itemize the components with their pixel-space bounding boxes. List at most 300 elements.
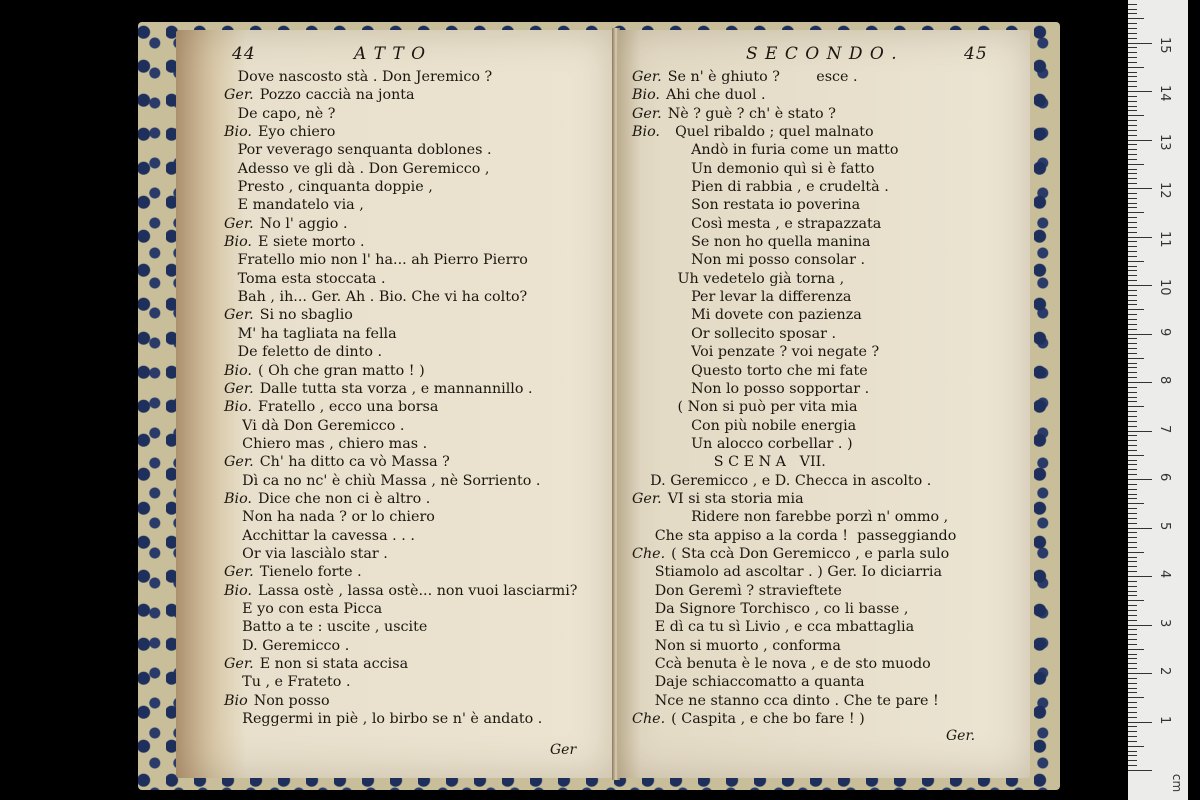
text-line [224, 215, 577, 233]
ruler-number: 3 [1157, 618, 1172, 627]
ruler-tick [1128, 120, 1137, 121]
ruler-tick [1128, 654, 1137, 655]
ruler-tick [1128, 542, 1137, 543]
line-text: Daje schiaccomatto a quanta [632, 674, 865, 691]
line-text: Uh vedetelo già torna , [632, 270, 845, 287]
text-line [632, 490, 956, 508]
line-text: Pozzo caccià na jonta [259, 87, 415, 104]
ruler-tick [1128, 159, 1137, 160]
ruler-tick [1128, 755, 1137, 756]
text-line [632, 453, 956, 471]
ruler-tick [1128, 595, 1137, 596]
text-line [632, 215, 956, 233]
ruler-tick [1128, 144, 1137, 145]
ruler-tick [1128, 348, 1137, 349]
ruler-number: 12 [1157, 182, 1172, 199]
text-line [632, 196, 956, 214]
ruler-number: 6 [1157, 473, 1172, 482]
ruler-tick [1128, 605, 1137, 606]
speaker-label: Ger. [224, 87, 254, 104]
ruler-tick [1128, 86, 1137, 87]
catchword: Ger [550, 742, 577, 758]
ruler-tick [1128, 537, 1137, 538]
line-text: Pien di rabbia , e crudeltà . [632, 179, 889, 196]
ruler-tick [1128, 222, 1137, 223]
speaker-label: Ger. [632, 69, 662, 85]
text-line [224, 288, 577, 306]
text-line [632, 362, 956, 380]
ruler-tick [1128, 401, 1137, 402]
text-line [224, 545, 577, 563]
ruler-tick [1128, 106, 1137, 107]
ruler-tick [1128, 610, 1137, 611]
text-line [632, 435, 956, 453]
ruler-tick [1128, 474, 1137, 475]
ruler-tick [1128, 547, 1137, 548]
ruler-tick [1128, 256, 1137, 257]
ruler-tick [1128, 702, 1137, 703]
ruler-tick [1128, 673, 1152, 674]
ruler-tick [1128, 91, 1152, 92]
text-line [632, 343, 956, 361]
text-line [224, 398, 577, 416]
ruler-tick [1128, 353, 1137, 354]
ruler-tick [1128, 435, 1137, 436]
ruler-tick [1128, 43, 1152, 44]
ruler-tick [1128, 678, 1137, 679]
ruler-tick [1128, 135, 1137, 136]
line-text: S C E N A VII. [632, 454, 826, 471]
speaker-label: Bio. [632, 87, 660, 104]
line-text: Dove nascosto stà . Don Jeremico ? [224, 69, 493, 85]
line-text: Ccà benuta è le nova , e de sto muodo [632, 656, 931, 672]
text-line [632, 178, 956, 196]
ruler-number: 5 [1157, 521, 1172, 530]
ruler-tick [1128, 96, 1137, 97]
text-line [632, 141, 956, 159]
line-text: E mandatelo via , [224, 197, 364, 214]
ruler-tick [1128, 101, 1137, 102]
ruler-tick [1128, 72, 1137, 73]
ruler-tick [1128, 241, 1137, 242]
ruler-tick [1128, 300, 1137, 301]
ruler-tick [1128, 625, 1152, 626]
line-text: Non ha nada ? or lo chiero [224, 509, 435, 526]
ruler-tick [1128, 576, 1152, 577]
ruler-tick [1128, 736, 1137, 737]
ruler-tick [1128, 178, 1137, 179]
ruler-tick [1128, 304, 1137, 305]
line-text: Chiero mas , chiero mas . [224, 435, 428, 452]
ruler-tick [1128, 668, 1137, 669]
text-line [224, 251, 577, 269]
ruler-tick [1128, 620, 1137, 621]
left-page [176, 30, 614, 778]
ruler-tick [1128, 363, 1137, 364]
ruler-tick [1128, 697, 1144, 698]
ruler-tick [1128, 712, 1137, 713]
ruler-tick [1128, 164, 1144, 165]
speaker-label: Bio. [224, 234, 252, 251]
text-line [632, 325, 956, 343]
ruler-tick [1128, 688, 1137, 689]
ruler-tick [1128, 130, 1137, 131]
line-text: Se n' è ghiuto ? esce . [667, 69, 858, 85]
text-line [632, 563, 956, 581]
line-text: Non mi posso consolar . [632, 252, 865, 269]
ruler-tick [1128, 707, 1137, 708]
line-text: Eyo chiero [257, 124, 336, 141]
ruler-tick [1128, 455, 1144, 456]
ruler-tick [1128, 426, 1137, 427]
ruler-tick [1128, 731, 1137, 732]
line-text: Stiamolo ad ascoltar . ) Ger. Io diciarria [632, 564, 943, 581]
ruler-tick [1128, 47, 1137, 48]
line-text: E non si stata accisa [259, 656, 409, 672]
ruler-tick [1128, 663, 1137, 664]
ruler-tick [1128, 770, 1152, 771]
ruler-tick [1128, 513, 1137, 514]
ruler-unit: cm [1170, 773, 1185, 793]
speaker-label: Bio. [632, 124, 660, 141]
ruler-tick [1128, 246, 1137, 247]
speaker-label: Ger. [224, 454, 254, 471]
ruler-tick [1128, 13, 1137, 14]
text-line [224, 325, 577, 343]
ruler-tick [1128, 629, 1137, 630]
ruler-tick [1128, 552, 1144, 553]
text-line [224, 270, 577, 288]
line-text: Acchittar la cavessa . . . [224, 527, 415, 544]
ruler-number: 9 [1157, 327, 1172, 336]
text-line [224, 637, 577, 655]
text-line [632, 417, 956, 435]
line-text: Fratello mio non l' ha... ah Pierro Pierro [224, 252, 528, 269]
ruler-tick [1128, 566, 1137, 567]
text-line [224, 362, 577, 380]
text-line [632, 68, 956, 86]
ruler-tick [1128, 494, 1137, 495]
text-line [224, 527, 577, 545]
ruler-tick [1128, 649, 1144, 650]
ruler-number: 13 [1157, 133, 1172, 151]
ruler-tick [1128, 295, 1137, 296]
speaker-label: Ger. [224, 564, 254, 581]
ruler-tick [1128, 203, 1137, 204]
text-line [224, 141, 577, 159]
text-line [224, 490, 577, 508]
ruler-tick [1128, 23, 1137, 24]
line-text: No l' aggio . [259, 215, 348, 232]
text-line [632, 637, 956, 655]
line-text: Ridere non farebbe porzì n' ommo , [632, 509, 949, 526]
ruler-tick [1128, 227, 1137, 228]
text-line [224, 673, 577, 691]
text-line [224, 105, 577, 123]
ruler-tick [1128, 188, 1152, 189]
text-line [224, 196, 577, 214]
ruler-tick [1128, 746, 1144, 747]
speaker-label: Bio. [224, 362, 252, 379]
ruler-tick [1128, 644, 1137, 645]
text-line [224, 380, 577, 398]
ruler-tick [1128, 377, 1137, 378]
ruler-tick [1128, 275, 1137, 276]
ruler-tick [1128, 290, 1137, 291]
line-text: ( Oh che gran matto ! ) [257, 362, 425, 379]
ruler-tick [1128, 266, 1137, 267]
ruler-tick [1128, 372, 1137, 373]
ruler-number: 2 [1157, 667, 1172, 676]
ruler-tick [1128, 81, 1137, 82]
ruler-tick [1128, 765, 1137, 766]
ruler-number: 1 [1157, 715, 1172, 724]
line-text: Mi dovete con pazienza [632, 307, 862, 324]
ruler-tick [1128, 392, 1137, 393]
ruler-tick [1128, 464, 1137, 465]
text-line [632, 545, 956, 563]
line-text: E dì ca tu sì Livio , e cca mbattaglia [632, 619, 915, 636]
line-text: Ch' ha ditto ca vò Massa ? [259, 454, 450, 471]
text-line [224, 160, 577, 178]
ruler-tick [1128, 324, 1137, 325]
ruler-tick [1128, 314, 1137, 315]
line-text: Questo torto che mi fate [632, 362, 868, 379]
text-line [632, 710, 956, 728]
ruler-tick [1128, 173, 1137, 174]
speaker-label: Ger. [224, 380, 254, 397]
ruler-tick [1128, 232, 1137, 233]
ruler-tick [1128, 280, 1137, 281]
ruler-tick [1128, 421, 1137, 422]
line-text: Non lo posso sopportar . [632, 380, 870, 397]
text-line [632, 600, 956, 618]
text-line [632, 472, 956, 490]
ruler-tick [1128, 639, 1137, 640]
line-text: Nce ne stanno cca dinto . Che te pare ! [632, 692, 939, 709]
speaker-label: Ger. [632, 105, 662, 122]
ruler-tick [1128, 431, 1152, 432]
text-line [224, 417, 577, 435]
ruler-tick [1128, 406, 1144, 407]
ruler-tick [1128, 658, 1137, 659]
ruler-number: 8 [1157, 376, 1172, 385]
ruler-tick [1128, 154, 1137, 155]
measurement-ruler [1128, 0, 1188, 800]
line-text: Bah , ih... Ger. Ah . Bio. Che vi ha colto? [224, 289, 528, 306]
line-text: Che sta appiso a la corda ! passeggiando [632, 527, 957, 544]
ruler-tick [1128, 692, 1137, 693]
ruler-number: 7 [1157, 424, 1172, 433]
text-line [224, 692, 577, 710]
ruler-tick [1128, 591, 1137, 592]
line-text: Don Geremì ? stravieftete [632, 582, 842, 599]
ruler-tick [1128, 140, 1152, 141]
text-line [632, 380, 956, 398]
ruler-tick [1128, 532, 1137, 533]
text-line [224, 453, 577, 471]
ruler-tick [1128, 270, 1137, 271]
ruler-tick [1128, 489, 1137, 490]
line-text: Vi dà Don Geremicco . [224, 417, 405, 434]
text-line [224, 68, 577, 86]
ruler-tick [1128, 523, 1137, 524]
page-number: 44 [232, 44, 256, 64]
running-head: S E C O N D O . [746, 44, 898, 64]
ruler-tick [1128, 615, 1137, 616]
line-text: Voi penzate ? voi negate ? [632, 344, 880, 361]
line-text: E yo con esta Picca [224, 600, 383, 617]
ruler-tick [1128, 440, 1137, 441]
line-text: Per levar la differenza [632, 289, 852, 306]
ruler-tick [1128, 503, 1144, 504]
text-line [632, 508, 956, 526]
line-text: ( Sta ccà Don Geremicco , e parla sulo [671, 545, 950, 562]
line-text: Non si muorto , conforma [632, 637, 841, 654]
ruler-tick [1128, 193, 1137, 194]
line-text: Or sollecito sposar . [632, 325, 837, 342]
speaker-label: Bio. [224, 399, 252, 416]
ruler-number: 4 [1157, 570, 1172, 579]
ruler-tick [1128, 518, 1137, 519]
ruler-tick [1128, 28, 1137, 29]
ruler-tick [1128, 38, 1137, 39]
ruler-number: 14 [1157, 85, 1172, 102]
line-text: VI si sta storia mia [667, 490, 804, 507]
ruler-tick [1128, 397, 1137, 398]
text-line [632, 160, 956, 178]
text-line [224, 472, 577, 490]
text-line [632, 582, 956, 600]
ruler-tick [1128, 329, 1137, 330]
ruler-tick [1128, 367, 1137, 368]
line-text: ( Caspita , e che bo fare ! ) [671, 711, 865, 728]
ruler-tick [1128, 358, 1144, 359]
line-text: Presto , cinquanta doppie , [224, 179, 433, 196]
line-text: Un demonio quì si è fatto [632, 160, 875, 177]
right-page [618, 30, 1030, 778]
line-text: Nè ? guè ? ch' è stato ? [667, 105, 836, 122]
speaker-label: Ger. [632, 490, 662, 507]
ruler-tick [1128, 683, 1137, 684]
ruler-tick [1128, 76, 1137, 77]
text-line [632, 270, 956, 288]
ruler-tick [1128, 751, 1137, 752]
line-text: Batto a te : uscite , uscite [224, 619, 428, 636]
ruler-tick [1128, 4, 1137, 5]
text-line [224, 582, 577, 600]
text-line [224, 618, 577, 636]
ruler-number: 11 [1157, 230, 1172, 248]
ruler-tick [1128, 634, 1137, 635]
ruler-tick [1128, 52, 1137, 53]
ruler-tick [1128, 460, 1137, 461]
ruler-tick [1128, 169, 1137, 170]
text-line [632, 288, 956, 306]
text-line [632, 86, 956, 104]
ruler-tick [1128, 416, 1137, 417]
speaker-label: Ger. [224, 307, 254, 324]
page-number: 45 [964, 44, 988, 64]
ruler-tick [1128, 387, 1137, 388]
ruler-tick [1128, 198, 1137, 199]
text-line [224, 343, 577, 361]
text-line [224, 655, 577, 673]
ruler-tick [1128, 479, 1152, 480]
text-line [224, 123, 577, 141]
line-text: De feletto de dinto . [224, 344, 383, 361]
ruler-tick [1128, 261, 1144, 262]
speaker-label: Che. [632, 545, 666, 562]
ruler-tick [1128, 183, 1137, 184]
ruler-number: 10 [1157, 279, 1172, 296]
text-line [224, 233, 577, 251]
ruler-tick [1128, 508, 1137, 509]
ruler-tick [1128, 125, 1137, 126]
ruler-tick [1128, 212, 1144, 213]
ruler-number: 15 [1157, 36, 1172, 54]
line-text: Dice che non ci è altro . [257, 490, 431, 507]
line-text: Tienelo forte . [259, 564, 362, 581]
ruler-tick [1128, 557, 1137, 558]
speaker-label: Bio [224, 692, 248, 709]
ruler-tick [1128, 237, 1152, 238]
text-line [224, 600, 577, 618]
text-block [224, 68, 577, 728]
ruler-tick [1128, 149, 1137, 150]
line-text: Dalle tutta sta vorza , e mannannillo . [259, 380, 533, 397]
text-line [224, 508, 577, 526]
speaker-label: Bio. [224, 490, 252, 507]
text-line [224, 86, 577, 104]
ruler-tick [1128, 338, 1137, 339]
ruler-tick [1128, 319, 1137, 320]
ruler-tick [1128, 62, 1137, 63]
ruler-tick [1128, 722, 1152, 723]
ruler-tick [1128, 561, 1137, 562]
catchword: Ger. [946, 728, 976, 744]
ruler-tick [1128, 717, 1137, 718]
ruler-tick [1128, 382, 1152, 383]
line-text: Or via lasciàlo star . [224, 545, 388, 562]
ruler-tick [1128, 251, 1137, 252]
line-text: Adesso ve gli dà . Don Geremicco , [224, 160, 490, 177]
text-line [632, 618, 956, 636]
text-line [632, 398, 956, 416]
text-line [632, 123, 956, 141]
ruler-tick [1128, 57, 1137, 58]
ruler-tick [1128, 528, 1152, 529]
ruler-tick [1128, 741, 1137, 742]
line-text: Toma esta stoccata . [224, 270, 386, 287]
line-text: D. Geremicco , e D. Checca in ascolto . [632, 472, 932, 489]
line-text: Ahi che duol . [665, 87, 766, 104]
line-text: Reggermi in piè , lo birbo se n' è andato . [224, 711, 543, 728]
text-line [632, 527, 956, 545]
line-text: Un alocco corbellar . ) [632, 435, 853, 452]
ruler-tick [1128, 581, 1137, 582]
ruler-tick [1128, 586, 1137, 587]
ruler-tick [1128, 18, 1144, 19]
ruler-tick [1128, 334, 1152, 335]
text-line [224, 435, 577, 453]
speaker-label: Che. [632, 711, 666, 728]
ruler-tick [1128, 726, 1137, 727]
text-line [632, 233, 956, 251]
line-text: Lassa ostè , lassa ostè... non vuoi lasciarmi? [257, 582, 578, 599]
ruler-tick [1128, 285, 1152, 286]
speaker-label: Bio. [224, 582, 252, 599]
